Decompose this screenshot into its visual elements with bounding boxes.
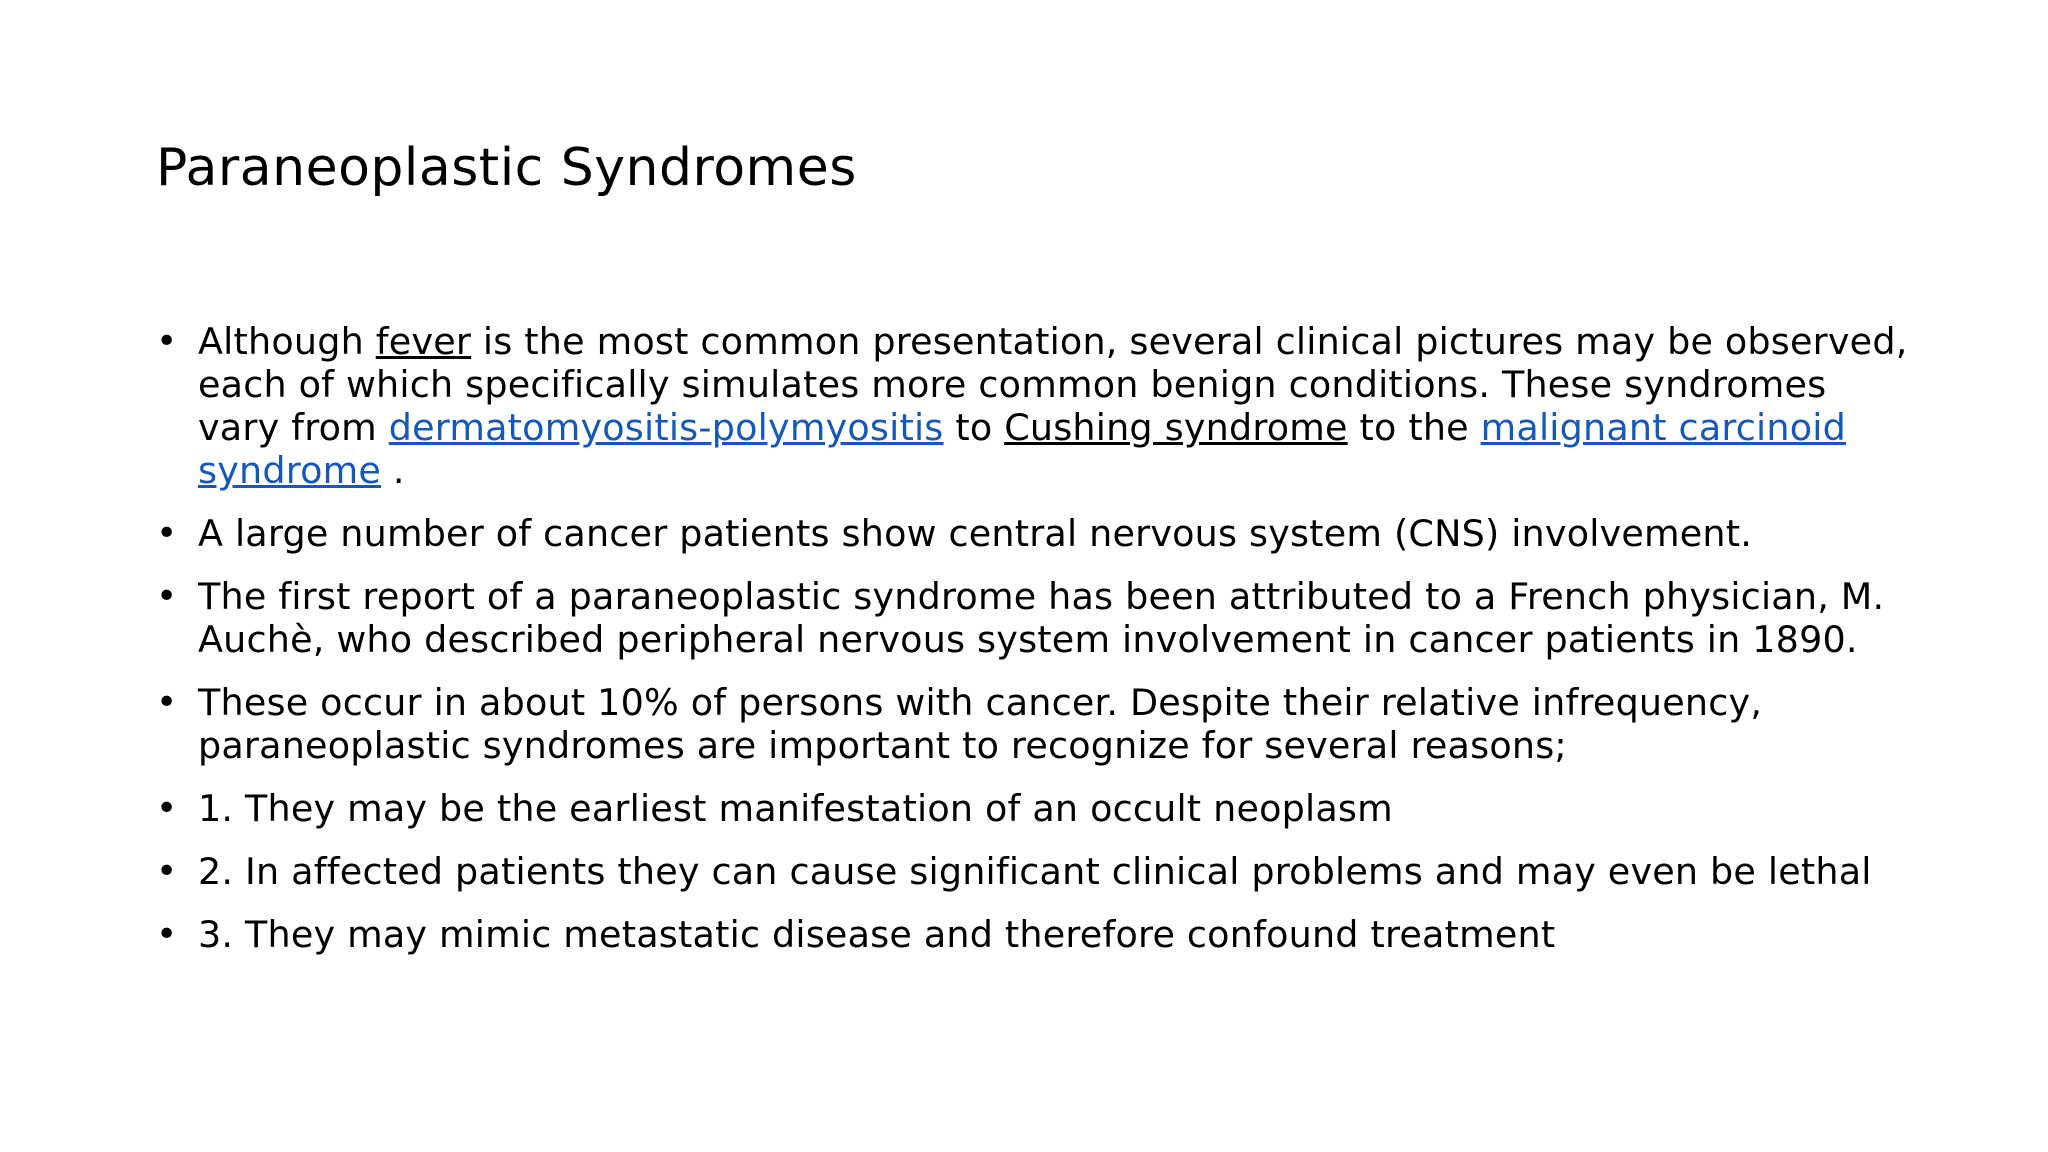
cushing-syndrome-term: Cushing syndrome <box>1004 406 1348 449</box>
bullet-dot-icon: • <box>156 682 178 723</box>
slide-title: Paraneoplastic Syndromes <box>156 138 857 198</box>
bullet-dot-icon: • <box>156 851 178 892</box>
bullet-text: The first report of a paraneoplastic syndrome has been attributed to a French physician, M. Auchè, who described peripheral nervous system involvement in cancer patients in 1890. <box>198 575 1885 661</box>
bullet-item <box>156 575 1916 661</box>
bullet-text: A large number of cancer patients show central nervous system (CNS) involvement. <box>198 512 1753 555</box>
bullet-text: 3. They may mimic metastatic disease and therefore confound treatment <box>198 913 1556 956</box>
bullet-dot-icon: • <box>156 788 178 829</box>
bullet-list <box>156 320 1916 976</box>
bullet-text: 1. They may be the earliest manifestation of an occult neoplasm <box>198 787 1393 830</box>
bullet-dot-icon: • <box>156 321 178 362</box>
bullet-item <box>156 681 1916 767</box>
bullet-dot-icon: • <box>156 914 178 955</box>
bullet-text: Although <box>198 320 376 363</box>
bullet-text: is the most common presentation, several clinical pictures may be observed, each of which specifically simulates more common benign conditions. These syndromes vary from <box>198 320 1908 449</box>
bullet-item <box>156 512 1916 555</box>
dermatomyositis-link[interactable]: dermatomyositis-polymyositis <box>388 406 944 449</box>
bullet-dot-icon: • <box>156 576 178 617</box>
bullet-item <box>156 787 1916 830</box>
bullet-item <box>156 320 1916 492</box>
bullet-text: 2. In affected patients they can cause significant clinical problems and may even be lethal <box>198 850 1872 893</box>
bullet-text: These occur in about 10% of persons with cancer. Despite their relative infrequency, paraneoplastic syndromes are important to recognize for several reasons; <box>198 681 1763 767</box>
bullet-item <box>156 850 1916 893</box>
bullet-dot-icon: • <box>156 513 178 554</box>
fever-term: fever <box>375 320 472 363</box>
bullet-item <box>156 913 1916 956</box>
bullet-text: to the <box>1347 406 1481 449</box>
bullet-text: to <box>943 406 1005 449</box>
carcinoid-syndrome-link[interactable]: malignant carcinoid syndrome <box>198 406 1846 492</box>
bullet-text: . <box>381 449 405 492</box>
